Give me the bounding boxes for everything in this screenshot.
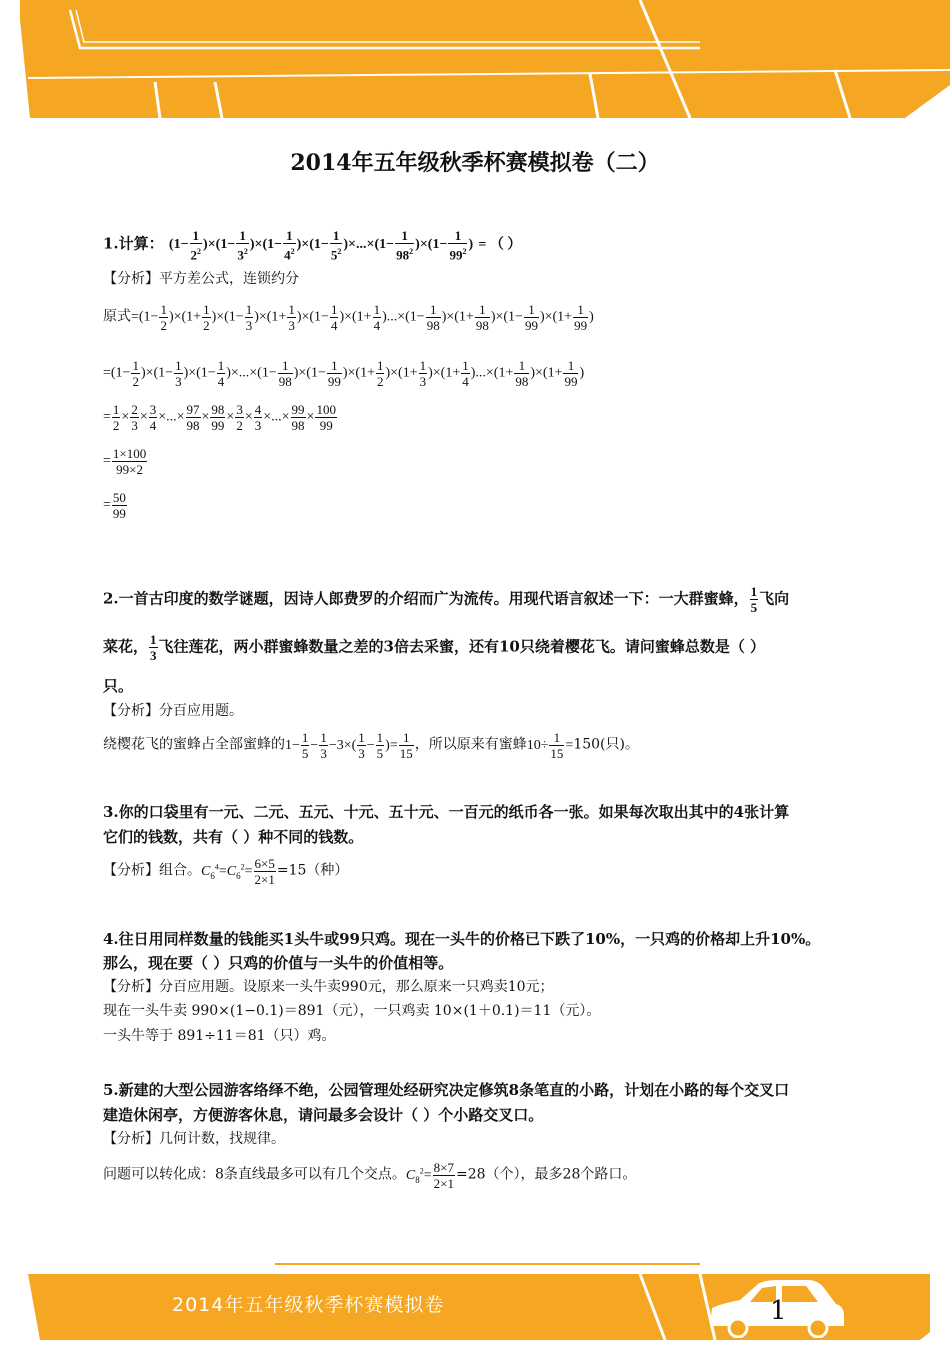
q2-solution-head: 绕樱花飞的蜜蜂占全部蜜蜂的 — [103, 736, 285, 753]
q2-analysis: 【分析】分百应用题。 — [103, 703, 243, 719]
q5-solution: 问题可以转化成：8条直线最多可以有几个交点。$C_8^2=$ $\frac{8\times 7}{2\times 1}$ =28（个），最多28个路口。 — [103, 1160, 637, 1191]
q5-analysis: 【分析】几何计数，找规律。 — [103, 1131, 285, 1147]
page-number: 1 — [770, 1296, 787, 1326]
q1-result-num: 50 — [112, 490, 126, 505]
q5-line-2: 建造休闲亭，方便游客休息，请问最多会设计（ ）个小路交叉口。 — [103, 1106, 544, 1124]
q1-result-den: 99 — [112, 506, 126, 521]
q1-step-label: 原式 — [103, 309, 131, 325]
q1-label: 1.计算： — [103, 234, 164, 253]
q3-analysis-tail: =15（种） — [276, 862, 349, 879]
q2-line-1-tail: 飞向 — [759, 589, 790, 608]
q1-blank: = （ ） — [478, 237, 522, 253]
q4-line-1: 4.往日用同样数量的钱能买1头牛或99只鸡。现在一头牛的价格已下跌了10%，一只鸡的价格却上升10%。 — [103, 930, 821, 948]
q4-analysis-1: 【分析】分百应用题。设原来一头牛卖990元，那么原来一只鸡卖10元； — [103, 979, 554, 995]
q5-solution-tail: =28（个），最多28个路口。 — [456, 1166, 637, 1183]
q2-solution-tail: 150(只)。 — [573, 736, 639, 753]
q1-step-2: =(1− $\frac{1}{2}$ )×(1− $\frac{1}{3}$ )×(1− $\frac{1}{4}$ )×...×(1− $\frac{1}{98}$ )×(1− $\frac{1}{99}$ )×(1+ $\frac{1}{2}$ )×(1+ $\frac{1}{3}$ )×(1+ $\frac{1}{4}$ )...×(1+ $\frac{1}{98}$ )×(1+ $\frac{1}{99}$ ) — [103, 358, 585, 389]
q1-step-5: = $\frac{50}{99}$ — [103, 490, 126, 521]
q1-step4-den: 99×2 — [116, 462, 143, 477]
header-banner — [0, 0, 950, 118]
q2-solution: 绕樱花飞的蜜蜂占全部蜜蜂的1− $\frac{1}{5}$ − $\frac{1}{3}$ −3×( $\frac{1}{3}$ − $\frac{1}{5}$ )= $\frac{1}{15}$ ，所以原来有蜜蜂10÷ $\frac{1}{15}$ =150(只)。 — [103, 730, 639, 761]
q2-line-2-head: 菜花， — [103, 637, 149, 656]
q1-step-3: = $\frac{1}{2}$ × $\frac{2}{3}$ × $\frac{3}{4}$ ×...× $\frac{97}{98}$ × $\frac{98}{99}$ × $\frac{3}{2}$ × $\frac{4}{3}$ ×...× $\frac{99}{98}$ × $\frac{100}{99}$ — [103, 402, 336, 433]
q3-analysis-head: 【分析】组合。 — [103, 862, 201, 879]
footer-title: 2014年五年级秋季杯赛模拟卷 — [172, 1294, 445, 1316]
q3-analysis: 【分析】组合。$C_6^4=C_6^2=$ $\frac{6\times 5}{2\times 1}$ =15（种） — [103, 856, 349, 887]
question-1 — [103, 228, 521, 262]
q1-step-4: = $\frac{1\times 100}{99\times 2}$ — [103, 446, 147, 477]
q5-solution-head: 问题可以转化成：8条直线最多可以有几个交点。 — [103, 1166, 406, 1183]
page-title: 2014年五年级秋季杯赛模拟卷（二） — [290, 150, 660, 176]
q1-step4-num: 1×100 — [112, 446, 147, 461]
q1-analysis: 【分析】平方差公式，连锁约分 — [103, 271, 299, 287]
q1-expression: (1− $\frac{1}{2^2}$ )×(1− $\frac{1}{3^2}$ )×(1− $\frac{1}{4^2}$ )×(1− $\frac{1}{5^2}$ )×...×(1− $\frac{1}{98^2}$ )×(1− $\frac{1}{99^2}$ ) — [168, 228, 474, 263]
q3-line-2: 它们的钱数，共有（ ）种不同的钱数。 — [103, 828, 364, 846]
q2-line-2: 飞往莲花，两小群蜜蜂数量之差的3倍去采蜜，还有10只绕着樱花飞。请问蜜蜂总数是（ ） — [158, 637, 766, 656]
q2-line-3: 只。 — [103, 677, 134, 695]
q2-solution-mid: ，所以原来有蜜蜂 — [414, 736, 527, 753]
q5-line-1: 5.新建的大型公园游客络绎不绝，公园管理处经研究决定修筑8条笔直的小路，计划在小路的每个交叉口 — [103, 1081, 790, 1099]
q2-line-1: 2.一首古印度的数学谜题，因诗人郎费罗的介绍而广为流传。用现代语言叙述一下：一大群蜜蜂， — [103, 589, 749, 608]
q4-line-2: 那么，现在要（ ）只鸡的价值与一头牛的价值相等。 — [103, 954, 454, 972]
q3-line-1: 3.你的口袋里有一元、二元、五元、十元、五十元、一百元的纸币各一张。如果每次取出其中的4张计算 — [103, 803, 790, 821]
q1-step-1: 原式=(1− $\frac{1}{2}$ )×(1+ $\frac{1}{2}$ )×(1− $\frac{1}{3}$ )×(1+ $\frac{1}{3}$ )×(1− $\frac{1}{4}$ )×(1+ $\frac{1}{4}$ )...×(1− $\frac{1}{98}$ )×(1+ $\frac{1}{98}$ )×(1− $\frac{1}{99}$ )×(1+ $\frac{1}{99}$ ) — [103, 302, 594, 333]
q4-analysis-2: 现在一头牛卖 990×(1−0.1)＝891（元），一只鸡卖 10×(1＋0.1)＝11（元）。 — [103, 1003, 601, 1019]
question-2: 2.一首古印度的数学谜题，因诗人郎费罗的介绍而广为流传。用现代语言叙述一下：一大群蜜蜂， $\frac{1}{5}$ 飞向 — [103, 584, 790, 615]
question-2-line-2: 菜花， $\frac{1}{3}$ 飞往莲花，两小群蜜蜂数量之差的3倍去采蜜，还有10只绕着樱花飞。请问蜜蜂总数是（ ） — [103, 632, 766, 663]
q4-analysis-3: 一头牛等于 891÷11＝81（只）鸡。 — [103, 1028, 336, 1044]
